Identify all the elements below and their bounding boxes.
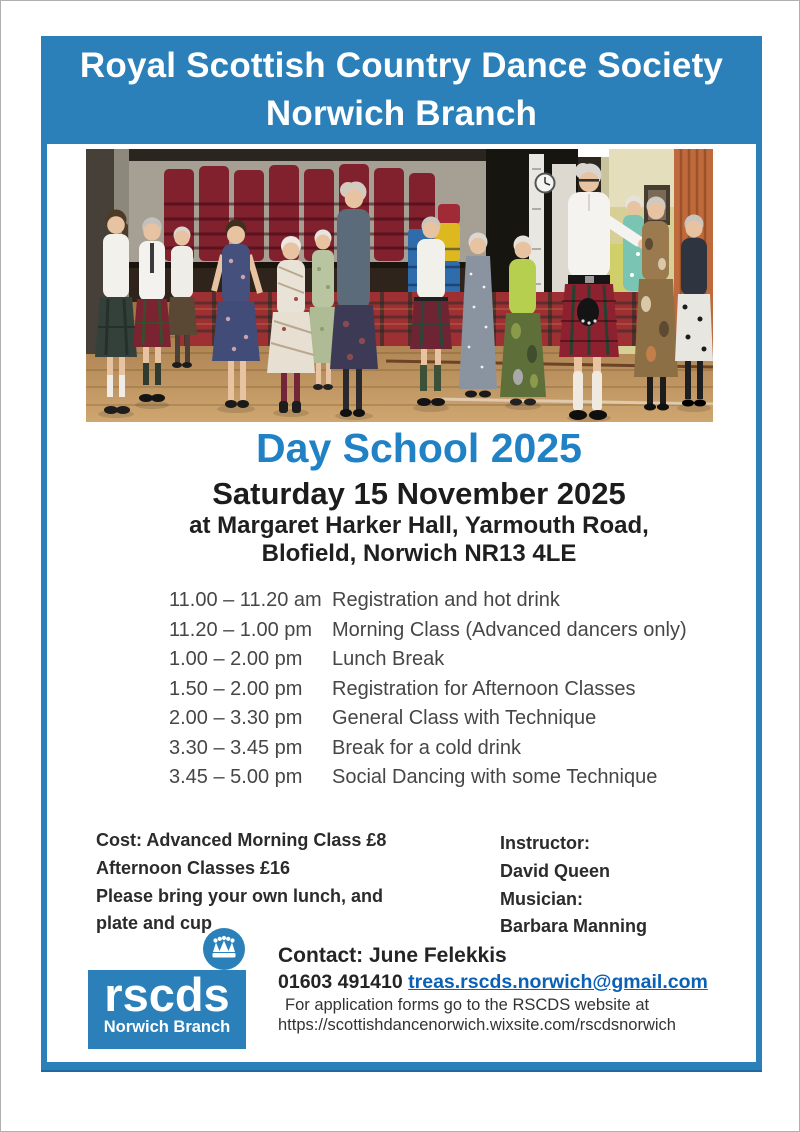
- frame-bottom: [41, 1062, 762, 1072]
- logo-acronym: rscds: [104, 968, 230, 1021]
- schedule-time: 1.00 – 2.00 pm: [169, 648, 303, 670]
- phone-email-line: [278, 969, 718, 995]
- banner-line1: Royal Scottish Country Dance Society: [79, 46, 724, 85]
- event-venue-line2: Blofield, Norwich NR13 4LE: [261, 540, 577, 567]
- event-venue-line1: at Margaret Harker Hall, Yarmouth Road,: [189, 512, 649, 539]
- schedule-activity: Registration and hot drink: [332, 589, 560, 611]
- wall-clock-icon: [536, 174, 555, 193]
- dance-hall-illustration: [86, 149, 713, 422]
- schedule-list: [169, 586, 687, 793]
- schedule-time: 11.00 – 11.20 am: [169, 589, 322, 611]
- schedule-row: [169, 763, 687, 793]
- schedule-activity: Social Dancing with some Technique: [332, 766, 658, 788]
- musician-name: Barbara Manning: [500, 916, 648, 937]
- schedule-row: [169, 645, 687, 675]
- schedule-time: 2.00 – 3.30 pm: [169, 707, 303, 729]
- schedule-time: 11.20 – 1.00 pm: [169, 618, 313, 641]
- schedule-row: [169, 586, 687, 616]
- banner-line2: Norwich Branch: [265, 94, 538, 133]
- schedule-activity: Lunch Break: [332, 648, 445, 670]
- website-url[interactable]: https://scottishdancenorwich.wixsite.com/rscdsnorwich: [278, 1016, 676, 1034]
- schedule-row: [169, 675, 687, 705]
- schedule-activity: Break for a cold drink: [332, 736, 521, 759]
- rscds-logo: [88, 970, 246, 1049]
- cost-line: plate and cup: [96, 913, 213, 934]
- dance-hall-photo: [86, 149, 713, 422]
- phone-number: 01603 491410: [278, 971, 403, 993]
- schedule-time: 3.45 – 5.00 pm: [169, 766, 303, 788]
- cost-block: [96, 827, 446, 938]
- schedule-row: [169, 704, 687, 734]
- schedule-activity: Registration for Afternoon Classes: [332, 677, 636, 700]
- contact-block: [278, 942, 718, 1035]
- logo-branch: Norwich Branch: [103, 1018, 231, 1036]
- header-banner: [41, 36, 762, 144]
- schedule-row: [169, 616, 687, 646]
- frame-right: [756, 144, 762, 1072]
- musician-label: Musician:: [500, 888, 584, 909]
- cost-line: Please bring your own lunch, and: [96, 885, 384, 906]
- instructor-label: Instructor:: [500, 833, 590, 853]
- schedule-time: 1.50 – 2.00 pm: [169, 677, 303, 700]
- schedule-time: 3.30 – 3.45 pm: [169, 736, 303, 759]
- contact-name: Contact: June Felekkis: [278, 944, 507, 967]
- schedule-activity: Morning Class (Advanced dancers only): [332, 618, 687, 641]
- cost-line: Cost: Advanced Morning Class £8: [96, 830, 387, 850]
- title-block: [86, 425, 752, 568]
- frame-left: [41, 144, 47, 1072]
- application-info: For application forms go to the RSCDS website at: [285, 996, 650, 1014]
- page-title: Day School 2025: [256, 425, 582, 471]
- schedule-activity: General Class with Technique: [332, 707, 597, 729]
- staff-block: [500, 830, 720, 941]
- email-link[interactable]: treas.rscds.norwich@gmail.com: [408, 971, 708, 993]
- instructor-name: David Queen: [500, 860, 611, 881]
- crown-icon: [202, 927, 246, 971]
- cost-line: Afternoon Classes £16: [96, 857, 291, 878]
- event-date: Saturday 15 November 2025: [212, 476, 626, 511]
- schedule-row: [169, 734, 687, 764]
